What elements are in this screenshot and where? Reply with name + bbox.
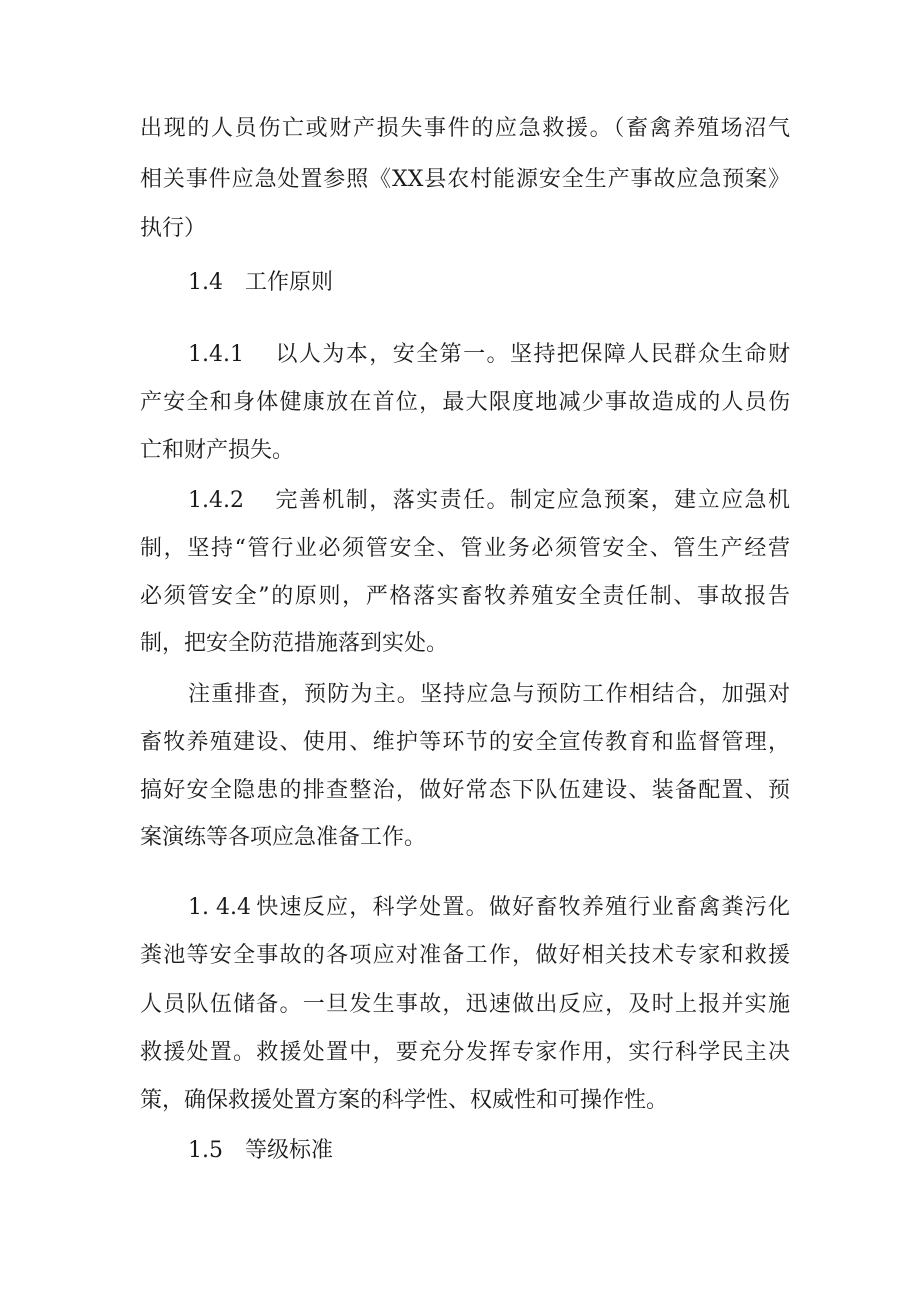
item-1-4-2-line-2: 制，坚持“管行业必须管安全、管业务必须管安全、管生产经营 [140,536,790,561]
item-1-4-4-line-5: 策，确保救援处置方案的科学性、权威性和可操作性。 [140,1088,669,1113]
item-1-4-3-line-4: 案演练等各项应急准备工作。 [140,825,427,850]
item-1-4-1-line-3: 亡和财产损失。 [140,438,295,463]
item-1-4-4-line-3: 人员队伍储备。一旦发生事故，迅速做出反应，及时上报并实施 [140,992,790,1017]
item-1-4-2-line-3: 必须管安全”的原则，严格落实畜牧养殖安全责任制、事故报告 [140,584,790,609]
item-text: 快速反应，科学处置。做好畜牧养殖行业畜禽粪污化 [254,895,790,920]
item-1-4-2-first-line [188,486,790,516]
item-1-4-1-first-line [188,340,790,370]
item-1-4-4-first-line [188,893,790,923]
item-1-4-4-line-2: 粪池等安全事故的各项应对准备工作，做好相关技术专家和救援 [140,943,790,968]
intro-line-1: 出现的人员伤亡或财产损失事件的应急救援。（畜禽养殖场沼气 [140,116,790,141]
intro-line-3: 执行） [140,216,207,241]
section-heading-1-4 [188,268,790,298]
item-1-4-4-line-4: 救援处置。救援处置中，要充分发挥专家作用，实行科学民主决 [140,1040,790,1065]
item-text: 以人为本，安全第一。坚持把保障人民群众生命财 [273,342,790,367]
item-1-4-3-first-line: 注重排查，预防为主。坚持应急与预防工作相结合，加强对 [188,682,790,707]
item-number: 1.4.1 [188,342,244,367]
item-1-4-3-line-3: 搞好安全隐患的排查整治，做好常态下队伍建设、装备配置、预 [140,778,790,803]
item-text: 完善机制，落实责任。制定应急预案，建立应急机 [273,488,790,513]
intro-line-2: 相关事件应急处置参照《XX县农村能源安全生产事故应急预案》 [140,167,790,192]
section-number: 1.4 [188,270,223,295]
section-title: 工作原则 [245,270,334,295]
section-title: 等级标准 [245,1138,334,1163]
item-1-4-2-line-4: 制，把安全防范措施落到实处。 [140,631,449,656]
section-number: 1.5 [188,1138,223,1163]
item-1-4-1-line-2: 产安全和身体健康放在首位，最大限度地减少事故造成的人员伤 [140,390,790,415]
item-number: 1.4.2 [188,488,244,513]
section-heading-1-5 [188,1136,790,1166]
item-1-4-3-line-2: 畜牧养殖建设、使用、维护等环节的安全宣传教育和监督管理， [140,730,790,755]
item-number: 1. 4.4 [188,895,251,920]
